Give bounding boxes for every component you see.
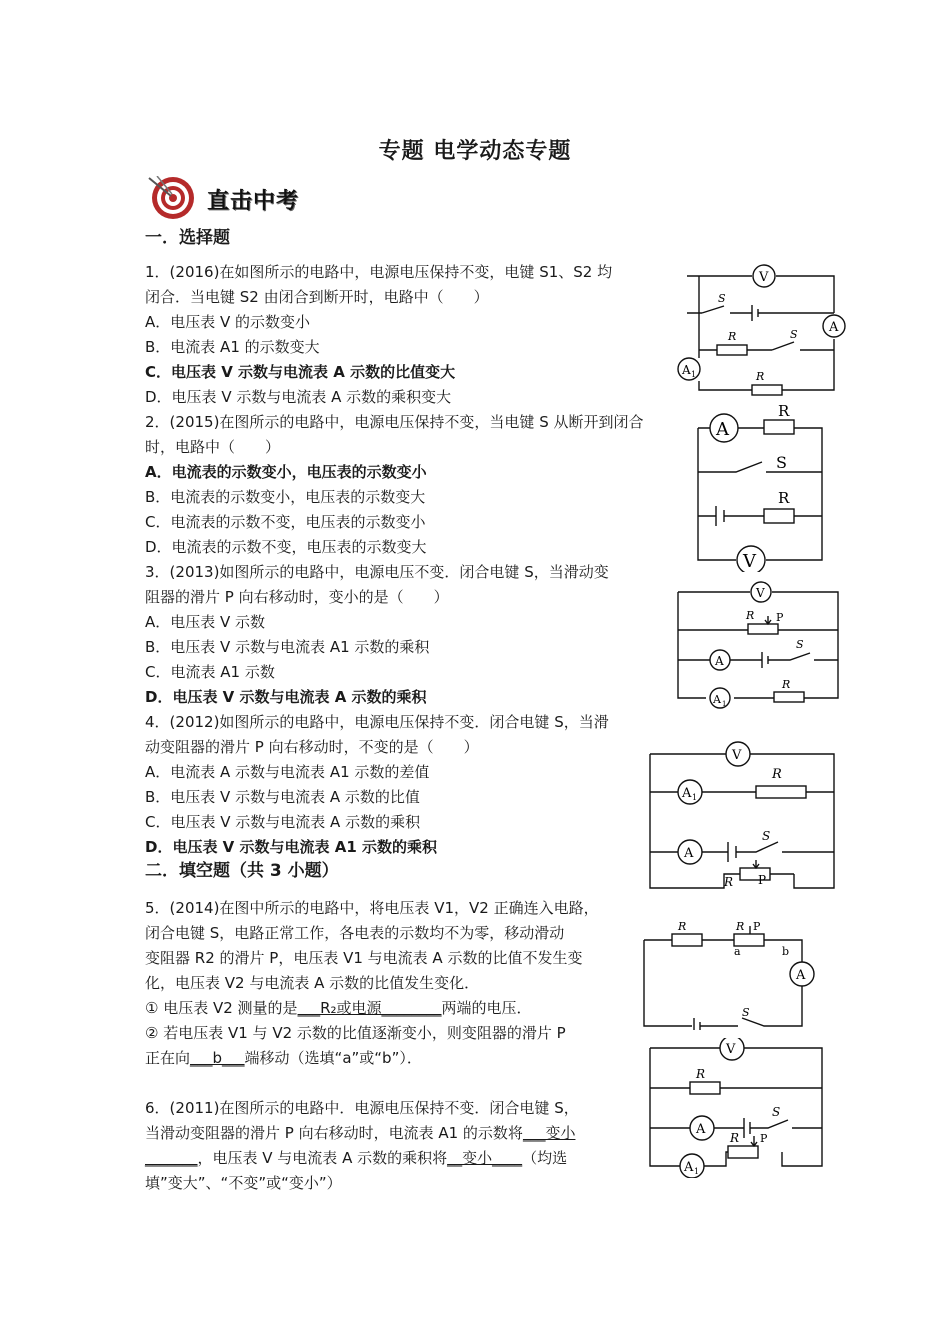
slider-p-label: P — [776, 611, 784, 624]
resistor-r1-label: R — [778, 402, 790, 420]
ammeter-label: A — [716, 419, 729, 440]
slider-p-label: P — [760, 1132, 768, 1145]
q6-line-4: 填”变大”、“不变”或“变小”） — [145, 1174, 342, 1192]
ammeter-label: A — [696, 1122, 706, 1137]
q4-stem-2: 动变阻器的滑片 P 向右移动时，不变的是（ ） — [145, 738, 479, 756]
switch-s-label: S — [776, 453, 787, 472]
ammeter-a1-subscript: 1 — [694, 1167, 700, 1176]
ammeter-a1-subscript: 1 — [722, 700, 727, 708]
voltmeter-label: V — [732, 748, 742, 763]
q5-part-2b — [145, 1046, 422, 1071]
ammeter-a1-label: A — [682, 786, 692, 801]
q1-option-d: D．电压表 V 示数与电流表 A 示数的乘积变大 — [145, 388, 452, 406]
q3-option-c: C．电流表 A1 示数 — [145, 663, 275, 681]
ammeter-a1-subscript: 1 — [691, 370, 697, 379]
q1-option-b: B．电流表 A1 的示数变大 — [145, 338, 320, 356]
q3-option-d: D．电压表 V 示数与电流表 A 示数的乘积 — [145, 688, 427, 706]
q6-line-3 — [145, 1146, 567, 1171]
q5-part-1-suffix: 两端的电压． — [441, 999, 532, 1017]
resistor-r2-label: R — [728, 330, 737, 343]
circuit-diagram-q3 — [672, 578, 844, 712]
resistor-r1-label: R — [678, 920, 687, 933]
section-heading-fill: 二．填空题（共 3 小题） — [145, 861, 339, 881]
resistor-r1-label: R — [782, 678, 791, 691]
q6-answer-1a: ___变小 — [522, 1124, 576, 1142]
q5-part-2-prefix: 正在向 — [145, 1049, 191, 1067]
voltmeter-label: V — [759, 270, 769, 285]
terminal-b-label: b — [782, 945, 790, 958]
resistor-r2-icon — [690, 1082, 720, 1094]
ammeter-label: A — [684, 846, 694, 861]
resistor-r1-label: R — [756, 370, 765, 383]
ammeter-a1-label: A — [713, 693, 721, 706]
switch-s1-label: S — [718, 292, 726, 305]
circuit-diagram-q4 — [644, 736, 840, 898]
banner — [145, 176, 315, 222]
rheostat-r1-label: R — [730, 1131, 740, 1145]
q2-stem-1: 2．(2015)在图所示的电路中，电源电压保持不变，当电键 S 从断开到闭合 — [145, 413, 644, 431]
resistor-r1-icon — [764, 420, 794, 434]
voltmeter-label: V — [743, 551, 756, 572]
voltmeter-label: V — [726, 1042, 736, 1057]
switch-s-label: S — [772, 1105, 781, 1119]
q3-option-a: A．电压表 V 示数 — [145, 613, 266, 631]
q3-stem-1: 3．(2013)如图所示的电路中，电源电压不变．闭合电键 S，当滑动变 — [145, 563, 609, 581]
resistor-r2-icon — [748, 624, 778, 634]
resistor-r2-label: R — [746, 609, 755, 622]
q4-option-a: A．电流表 A 示数与电流表 A1 示数的差值 — [145, 763, 430, 781]
switch-s-label: S — [762, 829, 771, 843]
banner-text: 直击中考 — [207, 189, 300, 214]
q1-stem-1: 1．(2016)在如图所示的电路中，电源电压保持不变，电键 S1、S2 均 — [145, 263, 613, 281]
resistor-r2-icon — [717, 345, 747, 355]
page-title: 专题 电学动态专题 — [378, 139, 572, 164]
section-heading-choice: 一．选择题 — [145, 228, 230, 248]
q5-part-2-suffix: 端移动（选填“a”或“b”）． — [244, 1049, 422, 1067]
slider-p-label: P — [758, 873, 767, 887]
terminal-a-label: a — [734, 945, 741, 958]
q4-option-b: B．电压表 V 示数与电流表 A 示数的比值 — [145, 788, 420, 806]
q6-line-3-text: ，电压表 V 与电流表 A 示数的乘积将 — [197, 1149, 448, 1167]
resistor-r1-icon — [672, 934, 702, 946]
rheostat-r1-label: R — [724, 875, 734, 889]
switch-s2-label: S — [790, 328, 798, 341]
ammeter-label: A — [796, 968, 806, 983]
rheostat-icon — [728, 1146, 758, 1158]
ammeter-a1-label: A — [682, 363, 691, 377]
resistor-r1-label: R — [772, 767, 782, 782]
ammeter-a1-label: A — [684, 1160, 694, 1175]
q6-line-2-text: 当滑动变阻器的滑片 P 向右移动时，电流表 A1 的示数将 — [145, 1124, 523, 1142]
q6-line-1: 6．(2011)在图所示的电路中．电源电压保持不变．闭合电键 S， — [145, 1099, 579, 1117]
q4-option-c: C．电压表 V 示数与电流表 A 示数的乘积 — [145, 813, 421, 831]
q5-line-1: 5．(2014)在图中所示的电路中，将电压表 V1，V2 正确连入电路， — [145, 899, 599, 917]
q2-option-d: D．电流表的示数不变，电压表的示数变大 — [145, 538, 427, 556]
voltmeter-label: V — [756, 586, 765, 600]
q1-option-a: A．电压表 V 的示数变小 — [145, 313, 311, 331]
q1-option-c: C．电压表 V 示数与电流表 A 示数的比值变大 — [145, 363, 456, 381]
q2-stem-2: 时，电路中（ ） — [145, 438, 281, 456]
q5-part-1-prefix: ① 电压表 V2 测量的是 — [145, 999, 298, 1017]
resistor-r1-icon — [774, 692, 804, 702]
q4-stem-1: 4．(2012)如图所示的电路中，电源电压保持不变．闭合电键 S，当滑 — [145, 713, 609, 731]
circuit-diagram-q5 — [642, 918, 824, 1030]
ammeter-label: A — [715, 654, 724, 668]
q5-line-4: 化，电压表 V2 与电流表 A 示数的比值发生变化． — [145, 974, 480, 992]
q5-answer-2: ___b___ — [190, 1049, 245, 1067]
resistor-r2-label: R — [696, 1067, 706, 1081]
q3-option-b: B．电压表 V 示数与电流表 A1 示数的乘积 — [145, 638, 430, 656]
switch-s-label: S — [796, 638, 804, 651]
q5-part-1 — [145, 996, 532, 1021]
q2-option-a: A．电流表的示数变小，电压表的示数变小 — [145, 463, 427, 481]
q5-line-3: 变阻器 R2 的滑片 P，电压表 V1 与电流表 A 示数的比值不发生变 — [145, 949, 583, 967]
circuit-diagram-q2 — [686, 400, 836, 572]
ammeter-label: A — [829, 320, 839, 335]
q1-stem-2: 闭合．当电键 S2 由闭合到断开时，电路中（ ） — [145, 288, 489, 306]
q5-part-2: ② 若电压表 V1 与 V2 示数的比值逐渐变小，则变阻器的滑片 P — [145, 1024, 566, 1042]
q2-option-c: C．电流表的示数不变，电压表的示数变小 — [145, 513, 426, 531]
circuit-diagram-q6 — [646, 1038, 828, 1178]
q6-answer-2: __变小____ — [447, 1149, 523, 1167]
resistor-r2-label: R — [778, 489, 790, 507]
q5-line-2: 闭合电键 S，电路正常工作，各电表的示数均不为零，移动滑动 — [145, 924, 565, 942]
q6-line-3-suffix: （均选 — [522, 1149, 568, 1167]
circuit-diagram-q1 — [672, 258, 852, 398]
q5-answer-1: ___R₂或电源________ — [297, 999, 442, 1017]
q6-line-2 — [145, 1121, 575, 1146]
resistor-r2-icon — [764, 509, 794, 523]
q3-stem-2: 阻器的滑片 P 向右移动时，变小的是（ ） — [145, 588, 449, 606]
resistor-r1-icon — [756, 786, 806, 798]
resistor-r2-label: R — [736, 920, 745, 933]
q2-option-b: B．电流表的示数变小，电压表的示数变大 — [145, 488, 426, 506]
q4-option-d: D．电压表 V 示数与电流表 A1 示数的乘积 — [145, 838, 437, 856]
ammeter-a1-subscript: 1 — [692, 793, 698, 802]
slider-p-label: P — [753, 920, 761, 933]
q6-answer-1b: _______ — [145, 1149, 198, 1167]
switch-s-label: S — [742, 1006, 750, 1019]
resistor-r1-icon — [752, 385, 782, 395]
